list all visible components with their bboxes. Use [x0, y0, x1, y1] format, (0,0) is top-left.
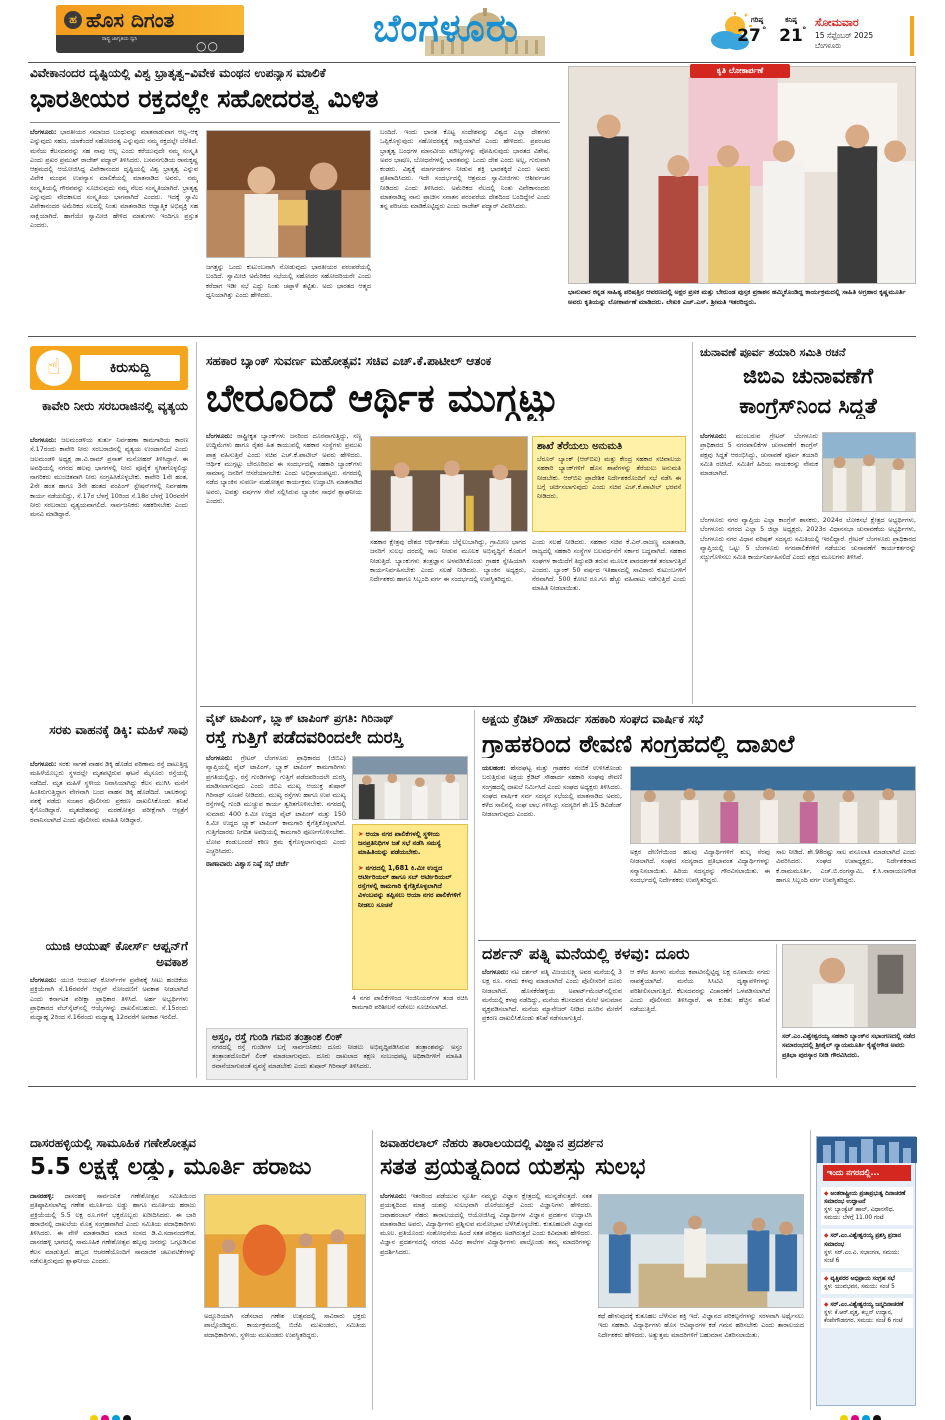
- bank-col1-text: ರಾಷ್ಟ್ರೀಕೃತ ಬ್ಯಾಂಕ್‌ಗಳು ಜನರಿಂದ ದೂರವಾಗುತ್ತಿದ್ದು, ಸಣ್ಣ ಉದ್ದಿಮೆಗಳು ಹಾಗೂ ರೈತರ ಹಿತ ಕಾಯುವಲ್ಲಿ ಸಹಕಾರ ಸಂಸ್ಥೆಗಳು ಪ್ರಮುಖ ಪಾತ್ರ ವಹಿಸುತ್ತಿವೆ ಎಂದು ಸಚಿವ ಎಚ್.ಕೆ.ಪಾಟೀಲ್ ಅವರು ಹೇಳಿದರು. ಆರ್ಥಿಕ ಮುಗ್ಗಟ್ಟು ಬೇರೂರಿರುವ ಈ ಸಂದರ್ಭದಲ್ಲಿ ಸಹಕಾರಿ ಬ್ಯಾಂಕ್‌ಗಳು ಸಾಮಾನ್ಯ ಜನರಿಗೆ ಆಸರೆಯಾಗಬೇಕು ಎಂದು ಅಭಿಪ್ರಾಯಪಟ್ಟರು. ನಗರದಲ್ಲಿ ನಡೆದ ಬ್ಯಾಂಕಿನ ಸುವರ್ಣ ಮಹೋತ್ಸವ ಕಾರ್ಯಕ್ರಮ ಉದ್ಘಾಟಿಸಿ ಮಾತನಾಡಿದ ಅವರು, ಐವತ್ತು ವರ್ಷಗಳ ಸೇವೆ ಸಲ್ಲಿಸಿರುವ ಬ್ಯಾಂಕಿನ ಸಾಧನೆ ಶ್ಲಾಘನೀಯ ಎಂದರು.: [206, 432, 362, 505]
- paper-name: ಹೊಸ ದಿಗಂತ: [86, 8, 175, 32]
- kirusuddi-item-3-headline: ಯುಜಿ ಆಯುಷ್ ಕೋರ್ಸ್ ಆಪ್ಷನ್‌ಗೆ ಅವಕಾಶ: [45, 939, 188, 970]
- event-item: ◆ ಸರ್.ಎಂ.ವಿಶ್ವೇಶ್ವರಯ್ಯ ಪ್ರಶಸ್ತಿ ಪ್ರದಾನ ಸಮಾರಂಭ ಸ್ಥಳ: ಸರ್.ಎಂ.ವಿ. ಸಭಾಂಗಣ, ಸಮಯ: ಸಂಜೆ 6: [821, 1229, 913, 1267]
- events-panel: [816, 1136, 916, 1406]
- congress-kicker: ಚುನಾವಣೆ ಪೂರ್ವ ತಯಾರಿ ಸಮಿತಿ ರಚನೆ: [700, 346, 846, 359]
- kirusuddi-item-2-body: [30, 760, 188, 930]
- book-release-photo: [568, 66, 916, 284]
- whitetop-photo: [352, 756, 468, 820]
- row2-divider: [200, 706, 916, 707]
- bank-photo: [370, 436, 528, 532]
- vivek-col1-text: ಭಾರತೀಯರ ಸಮಾಜದ ಬಂಧುವನ್ನು ಮಾತನಾಡುವಾಗ ಆಲ್ಲ–ಆಕ್ಕ ಎನ್ನುವುದು ಸಹಜ, ಯಾಕೆಂದರೆ ಸಹೋದರತ್ವ ಎನ್ನುವುದು ನಮ್ಮ ರಕ್ತದಲ್ಲೇ ಬೆರೆತಿದೆ. ಮನೆಯ ಕೆಲಸದವರನ್ನು ಸಹ ನಾವು ಆಲ್ಲ ಎಂದು ಕರೆಯುವುದೇ ನಮ್ಮ ಸಂಸ್ಕೃತಿ ಎಂದು ಪ್ರಖರ ಪ್ರಮುಖ್ ರಾಜೇಶ್ ಪದ್ಮಾರ್ ತಿಳಿಸಿದರು. ಬಸವನಗುಡಿಯ ರಾಮಕೃಷ್ಣ ಆಶ್ರಮದಲ್ಲಿ ಆಯೋಜಿಸಿದ್ದ ವಿವೇಕಾನಂದರ ದೃಷ್ಟಿಯಲ್ಲಿ ವಿಶ್ವ ಭ್ರಾತೃತ್ವ ಎನ್ನುವ ವಿವೇಕ ಮಂಥನ ಉಪನ್ಯಾಸ ಮಾಲಿಕೆಯಲ್ಲಿ ಮಾತನಾಡಿದ ಅವರು, ನಮ್ಮ ಸಂಸ್ಕೃತಿಯಲ್ಲಿ ಗೌರವವನ್ನು ಸೂಚಿಸುವುದು ನಮ್ಮ ನೆಲದ ಸಂಸ್ಕೃತಿಯಾಗಿದೆ. ಭ್ರಾತೃತ್ವ ಎನ್ನುವುದು ವೇದಕಾಲದ ಸಂಸ್ಕೃತಿಯ ಭಾಗವಾಗಿದೆ ಎಂದರು. ಇದಕ್ಕೆ ಸ್ವಾಮಿ ವಿವೇಕಾನಂದರ ಅಮೆರಿಕದ ಸಲದಲ್ಲಿ ನಿಂತು ಮಾತನಾಡಿದ ಆಧ್ಯಾತ್ಮಿಕ ಅಭಿವ್ಯಕ್ತಿ ಸಹ ಸಾಕ್ಷಿಯಾಗಿದೆ. ಹಾಗೆಯೇ ಸ್ವಾಮೀಜಿ ಹೇಳಿದ ಮಾತುಗಳು ಇಂದಿಗೂ ಪ್ರಸ್ತುತ ಎಂದರು.: [30, 128, 198, 229]
- kirusuddi-item-2-dateline: ಬೆಂಗಳೂರು:: [30, 760, 57, 768]
- registration-marks-right: [840, 1408, 900, 1418]
- science-col2: ಕಥೆ ಹೇಳುವುದಕ್ಕೆ ಕುತೂಹಲ ಬೆಳೆಸುವ ಶಕ್ತಿ ಇದೆ. ವಿಜ್ಞಾನದ ಪರಿಕಲ್ಪನೆಗಳನ್ನು ಸರಳವಾಗಿ ಅರ್ಥೈಸಲು ಇದು ಸಹಕಾರಿ. ವಿದ್ಯಾರ್ಥಿಗಳು ಹೊಸ ಆವಿಷ್ಕಾರಗಳ ಕಡೆ ಗಮನ ಹರಿಸಬೇಕು ಎಂದು ತಾರಾಲಯದ ನಿರ್ದೇಶಕರು ಹೇಳಿದರು. ಅತ್ಯುತ್ತಮ ಮಾದರಿಗಳಿಗೆ ಬಹುಮಾನ ವಿತರಿಸಲಾಯಿತು.: [598, 1312, 804, 1339]
- ganesha-col2: ಅದ್ದೂರಿಯಾಗಿ ನಡೆಸಲಾದ ಗಣೇಶ ಉತ್ಸವದಲ್ಲಿ ಸಾವಿರಾರು ಭಕ್ತರು ಪಾಲ್ಗೊಂಡಿದ್ದರು. ಕಾರ್ಯಕ್ರಮದಲ್ಲಿ ಬಿಜೆಪಿ ಮುಖಂಡರು, ಸಮಿತಿಯ ಪದಾಧಿಕಾರಿಗಳು, ಸ್ಥಳೀಯ ಮುಖಂಡರು ಉಪಸ್ಥಿತರಿದ್ದರು.: [204, 1312, 366, 1339]
- whitetop-body-text: ಗ್ರೇಟರ್ ಬೆಂಗಳೂರು ಪ್ರಾಧಿಕಾರದ (ಜಿಬಿಎ) ವ್ಯಾಪ್ತಿಯಲ್ಲಿ ವೈಟ್ ಟಾಪಿಂಗ್, ಬ್ಲ್ಯಾಕ್ ಟಾಪಿಂಗ್ ಕಾಮಗಾರಿಗಳು ಪ್ರಗತಿಯಲ್ಲಿದ್ದು, ರಸ್ತೆ ಗುಂಡಿಗಳನ್ನು ಗುತ್ತಿಗೆ ಪಡೆದವರಿಂದಲೇ ದುರಸ್ತಿ ಮಾಡಿಸಲಾಗುವುದು ಎಂದು ಜಿಬಿಎ ಮುಖ್ಯ ಆಯುಕ್ತ ತುಷಾರ್ ಗಿರಿನಾಥ್ ಸೂಚನೆ ನೀಡಿದರು. ಮುಖ್ಯ ರಸ್ತೆಗಳು ಹಾಗೂ ಉಪ ಮುಖ್ಯ ರಸ್ತೆಗಳಲ್ಲಿ ಗುಂಡಿ ಮುಚ್ಚುವ ಕಾರ್ಯ ತ್ವರಿತಗೊಳಿಸಬೇಕು. ನಗರದಲ್ಲಿ ಸುಮಾರು 400 ಕಿ.ಮೀ ಉದ್ದದ ವೈಟ್ ಟಾಪಿಂಗ್ ಮತ್ತು 150 ಕಿ.ಮೀ ಉದ್ದದ ಬ್ಲ್ಯಾಕ್ ಟಾಪಿಂಗ್ ಕಾಮಗಾರಿ ಕೈಗೆತ್ತಿಕೊಳ್ಳಲಾಗಿದೆ. ಗುತ್ತಿಗೆದಾರರು ನಿಗದಿತ ಅವಧಿಯಲ್ಲಿ ಕಾಮಗಾರಿ ಪೂರ್ಣಗೊಳಿಸಬೇಕು. ಲೋಪ ಕಂಡುಬಂದರೆ ಕಠಿಣ ಕ್ರಮ ಕೈಗೊಳ್ಳಲಾಗುವುದು ಎಂದು ಎಚ್ಚರಿಸಿದರು.: [206, 754, 346, 855]
- masthead-edge-bar: [910, 16, 914, 56]
- row4-divider: [28, 1086, 916, 1087]
- issue-place: ಬೆಂಗಳೂರು: [815, 42, 842, 50]
- akshaya-col2: ಅಕ್ಷರ ದೇಣಿಗೆಯಿಂದ ಹಲವು ವಿದ್ಯಾರ್ಥಿಗಳಿಗೆ ಶುಲ್ಕ ನೆರವು ನೀಡಲಾಗಿದೆ. ಸಂಘದ ಸದಸ್ಯರಾದ ಪ್ರತಿಭಾವಂತ ವಿದ್ಯಾರ್ಥಿಗಳನ್ನು ಸನ್ಮಾನಿಸಲಾಯಿತು. ಹಿರಿಯ ಸದಸ್ಯರನ್ನು ಗೌರವಿಸಲಾಯಿತು. ಈ ಸಂದರ್ಭದಲ್ಲಿ ನಿರ್ದೇಶಕರು ಉಪಸ್ಥಿತರಿದ್ದರು.: [630, 848, 770, 884]
- science-col1: [380, 1192, 592, 1406]
- min-temp-value: 21: [779, 26, 803, 46]
- masthead-divider: [28, 62, 916, 63]
- science-divider: [810, 1130, 811, 1410]
- kirusuddi-item-1-dateline: ಬೆಂಗಳೂರು:: [30, 436, 57, 444]
- portrait-photo: [782, 944, 916, 1028]
- bank-box-title: ಶಾಖೆ ತೆರೆಯಲು ಅನುಮತಿ: [537, 441, 623, 452]
- whitetop-bullet-2: ➤ ನಗರದಲ್ಲಿ 1,681 ಕಿ.ಮೀ ಉದ್ದದ ಆರ್ಟೀರಿಯಲ್ ಹಾಗೂ ಸಬ್ ಆರ್ಟೀರಿಯಲ್ ರಸ್ತೆಗಳಲ್ಲಿ ಕಾಮಗಾರಿ ಕೈಗೆತ್ತಿಕೊಳ್ಳಲಾಗಿದೆ ವಿಳಂಬವನ್ನು ತಪ್ಪಿಸಲು ಆಯಾ ನಗರ ಪಾಲಿಕೆಗಳಿಗೆ ನೀಡಲು ಸೂಚನೆ: [358, 863, 461, 909]
- bank-side-box: [532, 436, 686, 532]
- logo-marks: ○○: [196, 39, 219, 53]
- vivek-headline-rule: [30, 122, 560, 123]
- whitetop-dateline: ಬೆಂಗಳೂರು:: [206, 754, 233, 762]
- whitetop-box-title: ಅಸ್ತಂ, ರಸ್ತೆ ಗುಂಡಿ ಗಮನ ತಂತ್ರಾಂಶ ಲಿಂಕ್: [212, 1032, 343, 1043]
- congress-body-1-text: ಮುಂಬರುವ ಗ್ರೇಟರ್ ಬೆಂಗಳೂರು ಪ್ರಾಧಿಕಾರದ 5 ನಗರಪಾಲಿಕೆಗಳ ಚುನಾವಣೆಗೆ ಕಾಂಗ್ರೆಸ್ ಪಕ್ಷವು ಸಿದ್ಧತೆ ಆರಂಭಿಸಿದ್ದು, ಚುನಾವಣೆ ಪೂರ್ವ ತಯಾರಿ ಸಮಿತಿ ರಚಿಸಿದೆ. ಸಮಿತಿಗೆ ಹಿರಿಯ ನಾಯಕರನ್ನು ನೇಮಕ ಮಾಡಲಾಗಿದೆ.: [700, 432, 818, 478]
- vivek-dateline: ಬೆಂಗಳೂರು:: [30, 128, 57, 136]
- kirusuddi-title: ಕಿರುಸುದ್ದಿ: [80, 355, 180, 381]
- congress-headline-2: ಕಾಂಗ್ರೆಸ್‌ನಿಂದ ಸಿದ್ಧತೆ: [739, 394, 877, 418]
- vivek-photo: [206, 130, 371, 258]
- event-item: ◆ ಅಂತರಾಷ್ಟ್ರೀಯ ಪ್ರಜಾಪ್ರಭುತ್ವ ದಿನಾಚರಣೆ ಸಮಾರಂಭ ಉದ್ಘಾಟನೆ ಸ್ಥಳ: ಬ್ಯಾಂಕ್ವೆಟ್ ಹಾಲ್, ವಿಧಾನಸೌಧ. ಸಮಯ: ಬೆಳಗ್ಗೆ 11.00 ಗಂಟೆ: [821, 1187, 913, 1225]
- masthead: [0, 0, 945, 60]
- book-release-tag: ಕೃತಿ ಲೋಕಾರ್ಪಣೆ: [690, 64, 790, 78]
- vivek-col1: [30, 128, 198, 328]
- kirusuddi-item-1-body: [30, 436, 188, 712]
- congress-photo: [822, 432, 916, 512]
- min-temp-degree: °: [802, 26, 807, 36]
- akshaya-dateline: ಯಲಹಂಕ:: [482, 764, 506, 772]
- paper-tagline: ರಾಷ್ಟ್ರ ಜಾಗೃತಿಯ ಧ್ವನಿ: [102, 36, 138, 42]
- science-dateline: ಬೆಂಗಳೂರು:: [380, 1192, 407, 1200]
- paper-logo-emblem: ಹ: [64, 11, 82, 29]
- kirusuddi-item-3-text: ಯುಜಿ ಆಯುಷ್ ಕೋರ್ಸ್‌ಗಳ ಪ್ರವೇಶಕ್ಕೆ ಸೀಟು ಹಂಚಿಕೆಯ ಪ್ರಕ್ರಿಯೆಗಾಗಿ ಸೆ.16ರವರೆಗೆ ಆಪ್ಷನ್ ನೋಂದಣಿಗೆ ಅವಕಾಶ ನೀಡಲಾಗಿದೆ ಎಂದು ಕರ್ನಾಟಕ ಪರೀಕ್ಷಾ ಪ್ರಾಧಿಕಾರ ತಿಳಿಸಿದೆ. ಅರ್ಹ ಅಭ್ಯರ್ಥಿಗಳು ಪ್ರಾಧಿಕಾರದ ವೆಬ್‌ಸೈಟ್‌ನಲ್ಲಿ ಆಯ್ಕೆಗಳನ್ನು ದಾಖಲಿಸಬಹುದು. ಸೆ.15ರಂದು ಮಧ್ಯಾಹ್ನ 2ರಿಂದ ಸೆ.16ರಂದು ಮಧ್ಯಾಹ್ನ 12ರವರೆಗೆ ಅವಕಾಶ ಇರಲಿದೆ.: [30, 976, 188, 1022]
- bullet-arrow-icon: ➤: [358, 863, 366, 872]
- science-photo: [598, 1194, 804, 1308]
- vivek-col3: ಬಂದಿದೆ. ಇಂದು ಭಾರತ ಕೊಟ್ಟ ಸಂದೇಶವನ್ನು ವಿಶ್ವದ ಎಲ್ಲಾ ದೇಶಗಳು ಒಪ್ಪಿಕೊಳ್ಳುವುದು ಸಹೋದರತ್ವಕ್ಕೆ ಸಾಕ್ಷಿಯಾಗಿದೆ ಎಂದು ಹೇಳಿದರು. ಪ್ರಪಂಚದ ಭ್ರಾತೃತ್ವ ಬಂಧಗಳ ಮಾನವೀಯ ಮೌಲ್ಯಗಳನ್ನು ಪೋಷಿಸುವುದು ಭಾರತದ ವಿಶೇಷ. ಅವರ ಭಾಷಣ, ಬೋಧನೆಗಳಲ್ಲಿ ಭಾರತವನ್ನು ಒಂದು ದೇಶ ಎಂದು ಅಲ್ಲ, ಗುರುವಾಗಿ ಕಂಡರು. ವಿಶ್ವಕ್ಕೆ ಮಾರ್ಗದರ್ಶನ ನೀಡುವ ಶಕ್ತಿ ಭಾರತಕ್ಕಿದೆ ಎಂದು ಅವರು ಪ್ರತಿಪಾದಿಸಿದರು. ಇದೇ ಸಂದರ್ಭದಲ್ಲಿ ಆಶ್ರಮದ ಸ್ವಾಮೀಜಿಗಳು ಆಶೀರ್ವಚನ ನೀಡಿದರು ಎಂದು ತಿಳಿಸಿದರು. ಅಮೆರಿಕದ ನೆಲದಲ್ಲಿ ನಿಂತು ವಿವೇಕಾನಂದರು ಮಾತನಾಡಿದ್ದ ನಾನು ಪ್ರಾಚೀನ ಸನಾತನ ಪರಂಪರೆಯ ದೇಶದಿಂದ ಬಂದಿದ್ದೇನೆ ಎಂದು ತನ್ನ ಪರಿಚಯ ಮಾಡಿಕೊಟ್ಟಿದ್ದರು ಎಂದು ರಾಜೇಶ್ ಪದ್ಮಾರ್ ವಿವರಿಸಿದರು.: [380, 128, 550, 211]
- bank-col1: [206, 432, 362, 700]
- events-title: ಇಂದು ನಗರದಲ್ಲಿ...: [823, 1165, 911, 1181]
- event-item: ◆ ಸರ್.ಎಂ.ವಿಶ್ವೇಶ್ವರಯ್ಯ ಜನ್ಮದಿನಾಚರಣೆ ಸ್ಥಳ: ಕೆ.ಆರ್.ವೃತ್ತ, ಕಬ್ಬನ್ ಉದ್ಯಾನ, ಕೆಂಪೇಗೌಡನಗರ. ಸಮಯ: ಸಂಜೆ 6 ಗಂಟೆ: [821, 1298, 913, 1328]
- kirusuddi-item-1-headline: ಕಾವೇರಿ ನೀರು ಸರಬರಾಜಿನಲ್ಲಿ ವ್ಯತ್ಯಯ: [42, 399, 188, 413]
- kirusuddi-item-1-text: ಜಲಮಂಡಳಿಯ ತುರ್ತು ನಿರ್ವಹಣಾ ಕಾಮಗಾರಿಯ ಕಾರಣ ಸೆ.17ರಂದು ಕಾವೇರಿ ನೀರು ಸರಬರಾಜಿನಲ್ಲಿ ವ್ಯತ್ಯಯ ಉಂಟಾಗಲಿದೆ ಎಂದು ಜಲಮಂಡಳಿ ಅಧ್ಯಕ್ಷ ಡಾ.ವಿ.ರಾಮ್ ಪ್ರಸಾತ್ ಮನೋಹರ್ ತಿಳಿಸಿದ್ದಾರೆ. ಈ ಅವಧಿಯಲ್ಲಿ ನಗರದ ಹಲವು ಭಾಗಗಳಲ್ಲಿ ನೀರು ಪೂರೈಕೆ ಸ್ಥಗಿತಗೊಳ್ಳಲಿದ್ದು ನಾಗರಿಕರು ಮುಂಚಿತವಾಗಿ ನೀರು ಸಂಗ್ರಹಿಸಿಕೊಳ್ಳಬೇಕು. ಕಾವೇರಿ 1ನೇ ಹಂತ, 2ನೇ ಹಂತ ಹಾಗೂ 3ನೇ ಹಂತದ ಪಂಪಿಂಗ್ ಸ್ಟೇಷನ್‌ಗಳಲ್ಲಿ ನಿರ್ವಹಣಾ ಕಾರ್ಯ ನಡೆಯಲಿದ್ದು, ಸೆ.17ರ ಬೆಳಗ್ಗೆ 10ರಿಂದ ಸೆ.18ರ ಬೆಳಗ್ಗೆ 10ರವರೆಗೆ ನೀರು ಸರಬರಾಜು ವ್ಯತ್ಯಯವಾಗಲಿದೆ. ಸಾರ್ವಜನಿಕರು ಸಹಕರಿಸಬೇಕು ಎಂದು ಮನವಿ ಮಾಡಿದ್ದಾರೆ.: [30, 436, 188, 519]
- edition-title: ಬೆಂಗಳೂರು: [373, 6, 519, 50]
- kirusuddi-item-2-text: ಸರಕು ಸಾಗಣೆ ವಾಹನ ಡಿಕ್ಕಿ ಹೊಡೆದ ಪರಿಣಾಮ ರಸ್ತೆ ದಾಟುತ್ತಿದ್ದ ಮಹಿಳೆಯೊಬ್ಬರು ಸ್ಥಳದಲ್ಲೇ ಮೃತಪಟ್ಟಿರುವ ಘಟನೆ ಮೈಸೂರು ರಸ್ತೆಯಲ್ಲಿ ನಡೆದಿದೆ. ಮೃತ ಮಹಿಳೆ ಸ್ಥಳೀಯ ನಿವಾಸಿಯಾಗಿದ್ದು ಕೆಲಸ ಮುಗಿಸಿ ಮನೆಗೆ ಹಿಂತಿರುಗುತ್ತಿದ್ದಾಗ ವೇಗವಾಗಿ ಬಂದ ವಾಹನ ಡಿಕ್ಕಿ ಹೊಡೆದಿದೆ. ಚಾಲಕನನ್ನು ವಶಕ್ಕೆ ಪಡೆದು ಸಂಚಾರ ಪೊಲೀಸರು ಪ್ರಕರಣ ದಾಖಲಿಸಿಕೊಂಡು ತನಿಖೆ ಕೈಗೊಂಡಿದ್ದಾರೆ. ಮೃತದೇಹವನ್ನು ಮರಣೋತ್ತರ ಪರೀಕ್ಷೆಗಾಗಿ ಆಸ್ಪತ್ರೆಗೆ ರವಾನಿಸಲಾಗಿದೆ ಎಂದು ಪೊಲೀಸರು ಮಾಹಿತಿ ನೀಡಿದ್ದಾರೆ.: [30, 760, 188, 824]
- city-skyline-icon: [817, 1137, 917, 1163]
- vivek-headline: ಭಾರತೀಯರ ರಕ್ತದಲ್ಲೇ ಸಹೋದರತ್ವ ಮಿಳಿತ: [30, 84, 379, 113]
- row1-divider: [28, 336, 916, 337]
- akshaya-kicker: ಅಕ್ಷಯ ಕ್ರೆಡಿಟ್ ಸೌಹಾರ್ದ ಸಹಕಾರಿ ಸಂಘದ ವಾರ್ಷಿಕ ಸಭೆ: [482, 712, 704, 726]
- kirusuddi-item-3-body: [30, 976, 188, 1068]
- whitetop-headline: ರಸ್ತೆ ಗುತ್ತಿಗೆ ಪಡೆದವರಿಂದಲೇ ದುರಸ್ತಿ: [206, 728, 404, 748]
- kirusuddi-banner: [30, 346, 188, 390]
- registration-marks-left: [90, 1408, 150, 1418]
- portrait-caption: ಸರ್.ಎಂ.ವಿಶ್ವೇಶ್ವರಯ್ಯ ಸಹಕಾರಿ ಬ್ಯಾಂಕ್‌ನ ಸಭಾಂಗಣದಲ್ಲಿ ನಡೆದ ಸಮಾರಂಭದಲ್ಲಿ ಶ್ರೀಶೈಲ್ ನ್ಯಾಯಮೂರ್ತಿ ಕೈಷ್ಣೇಗೌಡ ಅವರು ಪ್ರತಿಭಾ ಪುರಸ್ಕಾರ ನೀಡಿ ಗೌರವಿಸಿದರು.: [782, 1032, 916, 1059]
- bank-kicker: ಸಹಕಾರ ಬ್ಯಾಂಕ್ ಸುವರ್ಣ ಮಹೋತ್ಸವ: ಸಚಿವ ಎಚ್.ಕೆ.ಪಾಟೀಲ್ ಆತಂಕ: [206, 354, 492, 368]
- whitetop-subhead: ಠಾಣಾವಾರು ವಿಶ್ವಾಸ ನಿಷ್ಠೆ ಸಭೆ ಚರ್ಚೆ: [206, 860, 290, 869]
- ganesha-col1: [30, 1192, 196, 1406]
- vivek-col2: ಜಗತ್ತನ್ನು ಒಂದು ಕುಟುಂಬವಾಗಿ ನೋಡುವುದು ಭಾರತೀಯರ ಪರಂಪರೆಯಲ್ಲಿ ಬಂದಿದೆ. ಸ್ವಾಮೀಜಿ ಅಮೆರಿಕದ ಸಭೆಯಲ್ಲಿ ಸಹೋದರ ಸಹೋದರಿಯರೇ ಎಂದು ಕರೆದಾಗ ಇಡೀ ಸಭೆ ಎದ್ದು ನಿಂತು ಚಪ್ಪಾಳೆ ತಟ್ಟಿತು. ಅದು ಭಾರತದ ಆತ್ಮದ ಧ್ವನಿಯಾಗಿತ್ತು ಎಂದು ಹೇಳಿದರು.: [206, 263, 371, 299]
- congress-body-2: ಬೆಂಗಳೂರು ನಗರ ವ್ಯಾಪ್ತಿಯ ಎಲ್ಲಾ ಕಾಂಗ್ರೆಸ್ ಶಾಸಕರು, 2024ರ ಲೋಕಸಭೆ ಕ್ಷೇತ್ರದ ಅಭ್ಯರ್ಥಿಗಳು, ಬೆಂಗಳೂರು ನಗರದ ಎಲ್ಲಾ 5 ಜಿಲ್ಲಾ ಅಧ್ಯಕ್ಷರು, 2023ರ ವಿಧಾನಸಭಾ ಚುನಾವಣೆಯ ಅಭ್ಯರ್ಥಿಗಳು, ಬೆಂಗಳೂರು ನಗರ ವಿಧಾನ ಪರಿಷತ್ ಸದಸ್ಯರು ಸಮಿತಿಯಲ್ಲಿ ಇರಲಿದ್ದಾರೆ. ಗ್ರೇಟರ್ ಬೆಂಗಳೂರು ಪ್ರಾಧಿಕಾರದ ವ್ಯಾಪ್ತಿಯಲ್ಲಿ ಒಟ್ಟು 5 ಬೆಂಗಳೂರು ನಗರಪಾಲಿಕೆಗಳಿಗೆ ನಡೆಯುವ ಚುನಾವಣೆಗೆ ಕಾರ್ಯಕರ್ತರನ್ನು ಸಜ್ಜುಗೊಳಿಸಲು ಸಮಿತಿ ಕಾರ್ಯನಿರ್ವಹಿಸಲಿದೆ ಎಂದು ಪಕ್ಷದ ಮೂಲಗಳು ತಿಳಿಸಿವೆ.: [700, 516, 916, 562]
- bank-box-body: ಬೆರೂರ್ ಬ್ಯಾಂಕ್ (ಆರ್‌ಬಿಐ) ಮತ್ತು ಕೇಂದ್ರ ಸಹಕಾರ ಸಚಿವಾಲಯ ಸಹಕಾರಿ ಬ್ಯಾಂಕ್‌ಗಳಿಗೆ ಹೊಸ ಶಾಖೆಗಳನ್ನು ತೆರೆಯಲು ಅನುಮತಿ ನೀಡಬೇಕು. ಆರ್‌ಬಿಐ ಪ್ರಾದೇಶಿಕ ನಿರ್ದೇಶಕರೊಂದಿಗೆ ಸಭೆ ನಡೆಸಿ ಈ ಬಗ್ಗೆ ಚರ್ಚಿಸಲಾಗುವುದು ಎಂದು ಸಚಿವ ಎಚ್.ಕೆ.ಪಾಟೀಲ್ ಭರವಸೆ ನೀಡಿದರು.: [537, 455, 681, 501]
- book-release-caption: ಭಾನುವಾರ ಕನ್ನಡ ಸಾಹಿತ್ಯ ಪರಿಷತ್ತಿನ ಆವರಣದಲ್ಲಿ ಅಕ್ಷರ ಪ್ರಸಕ ಮತ್ತು ಬೇರುಂಡ ಪುಸ್ತಕ ಪ್ರಕಾಶನ ಹಮ್ಮಿಕೊಂಡಿದ್ದ ಕಾರ್ಯಕ್ರಮದಲ್ಲಿ ಸಾಹಿತಿ ಅಗ್ರಹಾರ ಕೃಷ್ಣಮೂರ್ತಿ ಅವರು ಕೃತಿಯನ್ನು ಲೋಕಾರ್ಪಣೆ ಮಾಡಿದರು. ಲೇಖಕಿ ಎಚ್.ಎಸ್. ಶ್ರೀಮತಿ ಇತರರಿದ್ದರು.: [568, 288, 906, 306]
- whitetop-bullets: [352, 824, 468, 990]
- whitetop-kicker: ವೈಟ್ ಟಾಪಿಂಗ್, ಬ್ಲ್ಯಾಕ್ ಟಾಪಿಂಗ್ ಪ್ರಗತಿ: ಗಿರಿನಾಥ್: [206, 712, 394, 725]
- theft-headline: ದರ್ಶನ್ ಪತ್ನಿ ಮನೆಯಲ್ಲಿ ಕಳವು: ದೂರು: [482, 944, 690, 963]
- science-kicker: ಜವಾಹರಲಾಲ್ ನೆಹರು ತಾರಾಲಯದಲ್ಲಿ ವಿಜ್ಞಾನ ಪ್ರದರ್ಶನ: [380, 1136, 604, 1150]
- kirusuddi-item-3: [30, 938, 188, 1070]
- theft-col1-text: ನಟ ದರ್ಶನ್ ಪತ್ನಿ ವಿಜಯಲಕ್ಷ್ಮಿ ಅವರ ಮನೆಯಲ್ಲಿ 3 ಲಕ್ಷ ರೂ. ನಗದು ಕಳವು ಮಾಡಲಾಗಿದೆ ಎಂದು ಪೊಲೀಸರಿಗೆ ದೂರು ನೀಡಲಾಗಿದೆ. ಹೊಸಕೆರೆಹಳ್ಳಿಯ ಅಪಾರ್ಟ್‌ಮೆಂಟ್‌ನಲ್ಲಿರುವ ಮನೆಯಲ್ಲಿ ಕಳವು ನಡೆದಿದ್ದು, ಮನೆಯ ಕೆಲಸದವರ ಮೇಲೆ ಅನುಮಾನ ವ್ಯಕ್ತಪಡಿಸಲಾಗಿದೆ. ಮನೆಯ ಮ್ಯಾನೇಜರ್ ನೀಡಿದ ದೂರಿನ ಮೇರೆಗೆ ಪ್ರಕರಣ ದಾಖಲಿಸಿಕೊಂಡು ತನಿಖೆ ನಡೆಸಲಾಗುತ್ತಿದೆ.: [482, 968, 622, 1023]
- bank-dateline: ಬೆಂಗಳೂರು:: [206, 432, 233, 440]
- max-temp-label: ಗರಿಷ್ಠ: [750, 16, 764, 24]
- ganesha-col1-text: ದಾಸರಹಳ್ಳಿ ಸಾರ್ವಜನಿಕ ಗಣೇಶೋತ್ಸವ ಸಮಿತಿಯಿಂದ ಪ್ರತಿಷ್ಠಾಪಿಸಲಾಗಿದ್ದ ಗಣೇಶ ಮೂರ್ತಿಯ ಲಡ್ಡು ಹಾಗೂ ಮೂರ್ತಿಯ ಹರಾಜು ಪ್ರಕ್ರಿಯೆಯಲ್ಲಿ 5.5 ಲಕ್ಷ ರೂ.ಗಳಿಗೆ ಭಕ್ತರೊಬ್ಬರು ಖರೀದಿಸಿದರು. ಈ ಬಾರಿ ಹರಾಜಿನಲ್ಲಿ ದಾಖಲೆಯ ಮೊತ್ತ ಸಂಗ್ರಹವಾಗಿದೆ ಎಂದು ಸಮಿತಿಯ ಪದಾಧಿಕಾರಿಗಳು ತಿಳಿಸಿದರು. ಈ ವೇಳೆ ಮಾತನಾಡಿದ ಮಾಜಿ ಸಂಸದ ಡಿ.ವಿ.ಸದಾನಂದಗೌಡ, ದಾಸರಹಳ್ಳಿ ಭಾಗದಲ್ಲಿ ಸಾಮೂಹಿಕ ಗಣೇಶೋತ್ಸವ ಹಬ್ಬವು ಜನರನ್ನು ಒಗ್ಗೂಡಿಸುವ ಕೆಲಸ ಮಾಡುತ್ತಿದೆ. ಹಬ್ಬದ ಆಚರಣೆಯೊಂದಿಗೆ ಸಾಮಾಜಿಕ ಚಟುವಟಿಕೆಗಳನ್ನು ನಡೆಸುತ್ತಿರುವುದು ಶ್ಲಾಘನೀಯ ಎಂದರು.: [30, 1192, 196, 1265]
- kirusuddi-item-2: [30, 722, 188, 934]
- akshaya-col1-text: ಹೆಸರಘಟ್ಟ ಮತ್ತು ಗ್ರಾಹಕರ ನಂಬಿಕೆ ಉಳಿಸಿಕೊಂಡು ಬರುತ್ತಿರುವ ಅಕ್ಷಯ ಕ್ರೆಡಿಟ್ ಸೌಹಾರ್ದ ಸಹಕಾರಿ ಸಂಘವು ಠೇವಣಿ ಸಂಗ್ರಹದಲ್ಲಿ ದಾಖಲೆ ನಿರ್ಮಿಸಿದೆ ಎಂದು ಸಂಘದ ಅಧ್ಯಕ್ಷರು ತಿಳಿಸಿದರು. ಸಂಘದ ವಾರ್ಷಿಕ ಸರ್ವ ಸದಸ್ಯರ ಸಭೆಯಲ್ಲಿ ಮಾತನಾಡಿದ ಅವರು, ಕಳೆದ ಸಾಲಿನಲ್ಲಿ ಸಂಘ ಲಾಭ ಗಳಿಸಿದ್ದು ಸದಸ್ಯರಿಗೆ ಶೇ.15 ಡಿವಿಡೆಂಡ್ ನೀಡಲಾಗುವುದು ಎಂದರು.: [482, 764, 622, 819]
- kirusuddi-divider: [196, 342, 197, 1078]
- issue-date: 15 ಸೆಪ್ಟೆಂಬರ್ 2025: [815, 31, 874, 40]
- min-temp-label: ಕನಿಷ್ಠ: [785, 16, 797, 24]
- ganesha-headline: 5.5 ಲಕ್ಷಕ್ಕೆ ಲಡ್ಡು, ಮೂರ್ತಿ ಹರಾಜು: [30, 1154, 312, 1180]
- whitetop-divider: [474, 710, 475, 1080]
- science-col1-text: ಇತರರಿಂದ ಪಡೆಯುವ ಸ್ಫೂರ್ತಿ ನಮ್ಮನ್ನು ವಿಜ್ಞಾನ ಕ್ಷೇತ್ರದಲ್ಲಿ ಮುನ್ನಡೆಸುತ್ತದೆ. ಸತತ ಪ್ರಯತ್ನದಿಂದ ಮಾತ್ರ ಯಶಸ್ಸು ಸುಲಭವಾಗಿ ದೊರೆಯುತ್ತದೆ ಎಂದು ವಿಜ್ಞಾನಿಗಳು ಹೇಳಿದರು. ಜವಾಹರಲಾಲ್ ನೆಹರು ತಾರಾಲಯದಲ್ಲಿ ಆಯೋಜಿಸಿದ್ದ ವಿದ್ಯಾರ್ಥಿಗಳ ವಿಜ್ಞಾನ ಪ್ರದರ್ಶನ ಉದ್ಘಾಟಿಸಿ ಮಾತನಾಡಿದ ಅವರು, ವಿದ್ಯಾರ್ಥಿಗಳು ಪ್ರಶ್ನಿಸುವ ಮನೋಭಾವ ಬೆಳೆಸಿಕೊಳ್ಳಬೇಕು. ಕುತೂಹಲವೇ ವಿಜ್ಞಾನದ ಮೂಲ. ಪ್ರತಿಯೊಂದು ಸಂಶೋಧನೆಯ ಹಿಂದೆ ಸತತ ಪರಿಶ್ರಮ ಅಡಗಿರುತ್ತದೆ ಎಂದು ಕಿವಿಮಾತು ಹೇಳಿದರು. ವಿಜ್ಞಾನ ಪ್ರದರ್ಶನದಲ್ಲಿ ನಗರದ ವಿವಿಧ ಶಾಲೆಗಳ ವಿದ್ಯಾರ್ಥಿಗಳು ಪಾಲ್ಗೊಂಡು ತಮ್ಮ ಮಾದರಿಗಳನ್ನು ಪ್ರದರ್ಶಿಸಿದರು.: [380, 1192, 592, 1256]
- akshaya-col1: [482, 764, 622, 934]
- congress-body-1: [700, 432, 818, 514]
- calendar-icon: ◆: [824, 1233, 831, 1240]
- paper-logo: [56, 5, 244, 53]
- theft-col2: ಆ ಕಳೆದ ತಿಂಗಳು ಮನೆಯ ಕಪಾಟಿನಲ್ಲಿಟ್ಟಿದ್ದ ಲಕ್ಷ ರೂಪಾಯಿ ನಗದು ನಾಪತ್ತೆಯಾಗಿದೆ. ಮನೆಯ ಸಿಸಿಟಿವಿ ದೃಶ್ಯಾವಳಿಗಳನ್ನು ಪರಿಶೀಲಿಸಲಾಗುತ್ತಿದೆ. ಕೆಲಸದವರನ್ನು ವಿಚಾರಣೆಗೆ ಒಳಪಡಿಸಲಾಗಿದೆ ಎಂದು ಪೊಲೀಸರು ತಿಳಿಸಿದ್ದಾರೆ. ಈ ಕುರಿತು ಹೆಚ್ಚಿನ ತನಿಖೆ ನಡೆಯುತ್ತಿದೆ.: [630, 968, 770, 1014]
- whitetop-body: [206, 754, 346, 1054]
- pointing-hand-icon: ☝: [36, 350, 72, 386]
- issue-day: ಸೋಮವಾರ: [815, 16, 859, 29]
- bank-divider: [692, 342, 693, 704]
- kirusuddi-item-2-headline: ಸರಕು ವಾಹನಕ್ಕೆ ಡಿಕ್ಕಿ: ಮಹಿಳೆ ಸಾವು: [49, 723, 188, 737]
- calendar-icon: ◆: [824, 1302, 831, 1309]
- ganesha-divider: [372, 1130, 373, 1410]
- science-headline: ಸತತ ಪ್ರಯತ್ನದಿಂದ ಯಶಸ್ಸು ಸುಲಭ: [380, 1154, 646, 1180]
- bank-col2: ಸಹಕಾರ ಕ್ಷೇತ್ರವು ದೇಶದ ಆರ್ಥಿಕತೆಯ ಬೆನ್ನೆಲುಬಾಗಿದ್ದು, ಗ್ರಾಮೀಣ ಭಾಗದ ಜನರಿಗೆ ಸುಲಭ ದರದಲ್ಲಿ ಸಾಲ ನೀಡುವ ಮೂಲಕ ಅಭಿವೃದ್ಧಿಗೆ ಕೊಡುಗೆ ನೀಡುತ್ತಿದೆ. ಬ್ಯಾಂಕುಗಳು ತಂತ್ರಜ್ಞಾನ ಅಳವಡಿಸಿಕೊಂಡು ಗ್ರಾಹಕ ಸ್ನೇಹಿಯಾಗಿ ಕಾರ್ಯನಿರ್ವಹಿಸಬೇಕು ಎಂದು ಸಲಹೆ ನೀಡಿದರು. ಬ್ಯಾಂಕಿನ ಅಧ್ಯಕ್ಷರು, ನಿರ್ದೇಶಕರು ಹಾಗೂ ಸಿಬ್ಬಂದಿ ವರ್ಗ ಈ ಸಂದರ್ಭದಲ್ಲಿ ಉಪಸ್ಥಿತರಿದ್ದರು.: [370, 538, 526, 584]
- bank-headline: ಬೇರೂರಿದೆ ಆರ್ಥಿಕ ಮುಗ್ಗಟ್ಟು: [206, 376, 559, 420]
- whitetop-foot: 4 ನಗರ ಪಾಲಿಕೆಗಳಿಂದ ಇಂಜಿನಿಯರ್‌ಗಳ ತಂಡ ರಚಿಸಿ ಕಾಮಗಾರಿ ಪರಿಶೀಲನೆ ನಡೆಸಲು ಸೂಚಿಸಲಾಗಿದೆ.: [352, 994, 468, 1012]
- ganesha-dateline: ದಾಸರಹಳ್ಳಿ:: [30, 1192, 55, 1200]
- events-list: [821, 1187, 913, 1403]
- kirusuddi-item-3-dateline: ಬೆಂಗಳೂರು:: [30, 976, 57, 984]
- event-item: ◆ ವೃತ್ತಿಪರರ ಅಭಿಪ್ರಾಯ ಸಂಗ್ರಹ ಸಭೆ ಸ್ಥಳ: ಯುವಭವನ, ಸಮಯ: ಸಂಜೆ 5: [821, 1272, 913, 1294]
- edition-title-band: [285, 4, 685, 56]
- congress-headline-1: ಜಿಬಿಎ ಚುನಾವಣೆಗೆ: [742, 364, 874, 388]
- ganesha-photo: [204, 1194, 366, 1308]
- whitetop-asthram-box: [206, 1028, 468, 1080]
- max-temp-degree: °: [762, 26, 767, 36]
- theft-divider: [776, 944, 777, 1078]
- theft-dateline: ಬೆಂಗಳೂರು:: [482, 968, 509, 976]
- calendar-icon: ◆: [824, 1275, 831, 1282]
- akshaya-col3: ಸಾಲ ನೀಡಿದೆ. ಶೇ.98ರಷ್ಟು ಸಾಲ ವಸೂಲಾತಿ ಮಾಡಲಾಗಿದೆ ಎಂದು ವಿವರಿಸಿದರು. ಸಂಘದ ಉಪಾಧ್ಯಕ್ಷರು, ನಿರ್ದೇಶಕರಾದ ಕೆ.ರಾಮಮೂರ್ತಿ, ಎಚ್.ಬಿ.ರಂಗಸ್ವಾಮಿ, ಕೆ.ಸಿ.ನಾರಾಯಣಗೌಡ ಹಾಗೂ ಸಿಬ್ಬಂದಿ ವರ್ಗ ಉಪಸ್ಥಿತರಿದ್ದರು.: [776, 848, 916, 884]
- congress-dateline: ಬೆಂಗಳೂರು:: [700, 432, 727, 440]
- bullet-arrow-icon: ➤: [358, 830, 366, 838]
- whitetop-bullet-1: ➤ ಆಯಾ ನಗರ ಪಾಲಿಕೆಗಳಲ್ಲಿ ಸ್ಥಳೀಯ ಜನಪ್ರತಿನಿಧಿಗಳ ಜತೆ ಸಭೆ ನಡೆಸಿ ಸಮಸ್ಯೆ ಮಾಹಿತಿಯನ್ನು ಪಡೆಯಬೇಕು.: [358, 830, 441, 857]
- calendar-icon: ◆: [824, 1191, 831, 1197]
- ganesha-kicker: ದಾಸರಹಳ್ಳಿಯಲ್ಲಿ ಸಾಮೂಹಿಕ ಗಣೇಶೋತ್ಸವ: [30, 1136, 196, 1150]
- vivek-kicker: ವಿವೇಕಾನಂದರ ದೃಷ್ಟಿಯಲ್ಲಿ ವಿಶ್ವ ಭ್ರಾತೃತ್ವ–ವಿವೇಕ ಮಂಥನ ಉಪನ್ಯಾಸ ಮಾಲಿಕೆ: [30, 66, 326, 80]
- bank-col3: ಎಂದು ಸಲಹೆ ನೀಡಿದರು. ಸಹಕಾರ ಸಚಿವ ಕೆ.ಎನ್.ರಾಜಣ್ಣ ಮಾತನಾಡಿ, ರಾಜ್ಯದಲ್ಲಿ ಸಹಕಾರಿ ಸಂಸ್ಥೆಗಳ ಬಲವರ್ಧನೆಗೆ ಸರ್ಕಾರ ಬದ್ಧವಾಗಿದೆ. ಸಹಕಾರ ಸಂಘಗಳ ಕಾಯಿದೆಗೆ ತಿದ್ದುಪಡಿ ತರುವ ಮೂಲಕ ಪಾರದರ್ಶಕತೆ ತರಲಾಗುತ್ತಿದೆ ಎಂದರು. ಬ್ಯಾಂಕ್ 50 ವರ್ಷದ ಇತಿಹಾಸದಲ್ಲಿ ಸಾವಿರಾರು ಕುಟುಂಬಗಳಿಗೆ ನೆರವಾಗಿದೆ. 500 ಕೋಟಿ ರೂ.ಗೂ ಹೆಚ್ಚು ವಹಿವಾಟು ನಡೆಸುತ್ತಿದೆ ಎಂದು ಮಾಹಿತಿ ನೀಡಲಾಯಿತು.: [532, 538, 686, 593]
- akshaya-photo: [630, 766, 916, 844]
- akshaya-headline: ಗ್ರಾಹಕರಿಂದ ಠೇವಣಿ ಸಂಗ್ರಹದಲ್ಲಿ ದಾಖಲೆ: [482, 730, 795, 758]
- theft-col1: [482, 968, 622, 1078]
- row3-divider: [478, 940, 916, 941]
- max-temp-value: 27: [737, 26, 761, 46]
- kirusuddi-item-1: [30, 398, 188, 716]
- whitetop-box-body: ನಗರದಲ್ಲಿ ರಸ್ತೆ ಗುಂಡಿಗಳ ಬಗ್ಗೆ ಸಾರ್ವಜನಿಕರು ದೂರು ನೀಡಲು ಅಭಿವೃದ್ಧಿಪಡಿಸಿರುವ ತಂತ್ರಾಂಶವನ್ನು ಅಸ್ತಂ ತಂತ್ರಾಂಶದೊಂದಿಗೆ ಲಿಂಕ್ ಮಾಡಲಾಗುವುದು. ದೂರು ದಾಖಲಾದ ತಕ್ಷಣ ಸಂಬಂಧಪಟ್ಟ ಅಧಿಕಾರಿಗಳಿಗೆ ಮಾಹಿತಿ ರವಾನೆಯಾಗುವಂತೆ ವ್ಯವಸ್ಥೆ ಮಾಡಬೇಕು ಎಂದು ತುಷಾರ್ ಗಿರಿನಾಥ್ ತಿಳಿಸಿದರು.: [212, 1043, 462, 1070]
